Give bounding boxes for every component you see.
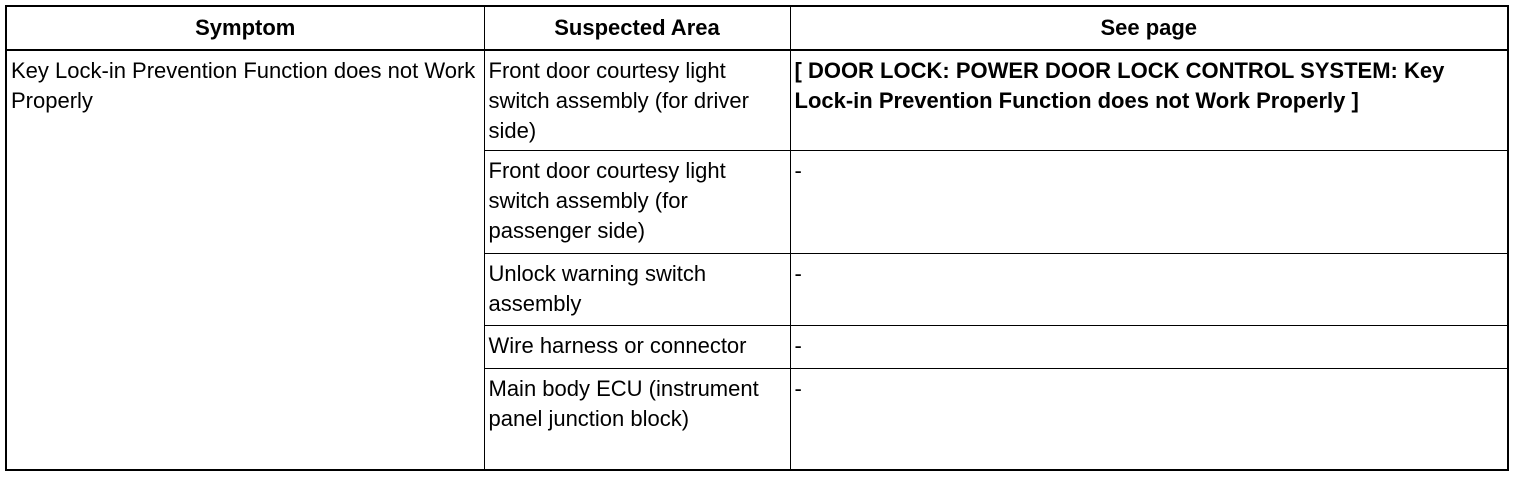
see-page-cell: -	[790, 326, 1508, 369]
suspected-area-cell: Main body ECU (instrument panel junction block)	[484, 369, 790, 470]
suspected-area-cell: Unlock warning switch assembly	[484, 254, 790, 326]
see-page-cell: -	[790, 369, 1508, 470]
see-page-cell: -	[790, 151, 1508, 254]
suspected-area-cell: Wire harness or connector	[484, 326, 790, 369]
suspected-area-cell: Front door courtesy light switch assembly (for driver side)	[484, 50, 790, 151]
see-page-cell: -	[790, 254, 1508, 326]
see-page-link[interactable]: [ DOOR LOCK: POWER DOOR LOCK CONTROL SYSTEM: Key Lock-in Prevention Function does not Work Properly ]	[790, 50, 1508, 151]
header-row	[6, 6, 1508, 50]
suspected-area-cell: Front door courtesy light switch assembly (for passenger side)	[484, 151, 790, 254]
symptom-cell: Key Lock-in Prevention Function does not Work Properly	[6, 50, 484, 470]
diagnosis-table	[5, 5, 1509, 471]
header-suspected-area: Suspected Area	[484, 6, 790, 50]
header-symptom: Symptom	[6, 6, 484, 50]
header-see-page: See page	[790, 6, 1508, 50]
table-row	[6, 50, 1508, 151]
